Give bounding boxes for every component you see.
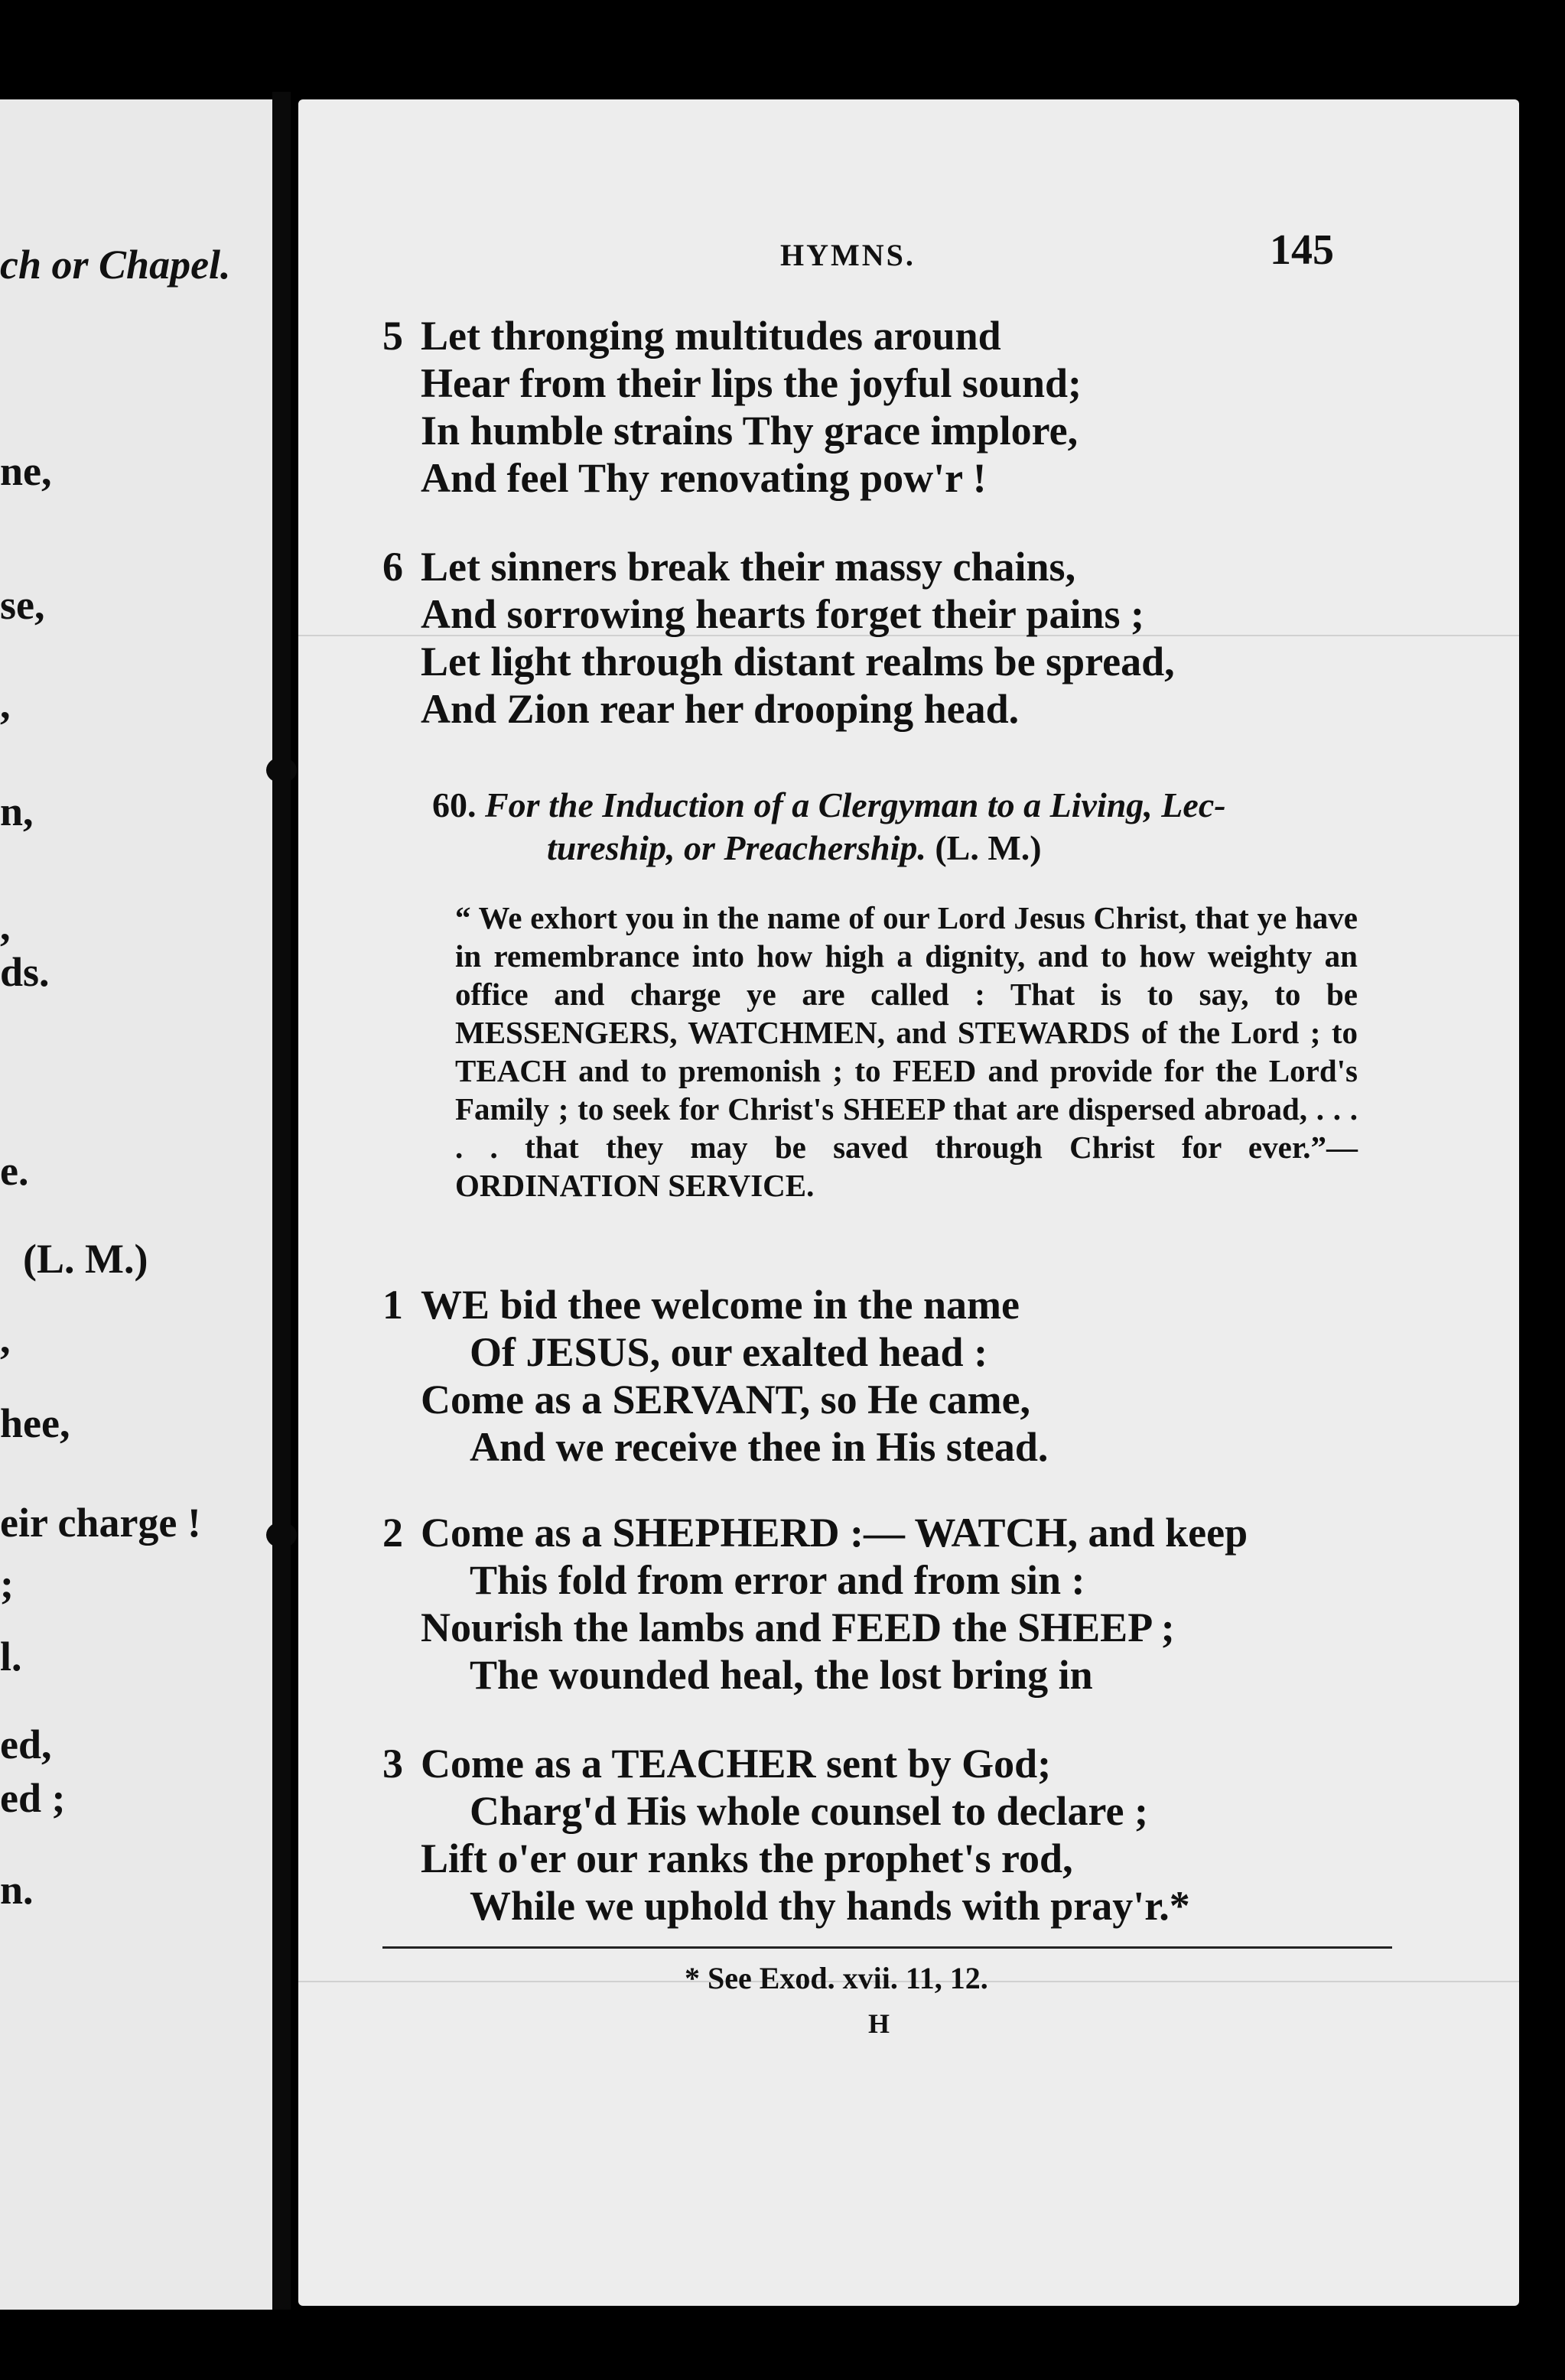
stanza-2 [382, 1509, 1248, 1699]
footnote: * See Exod. xvii. 11, 12. [685, 1961, 988, 1995]
verse-line: Let sinners break their massy chains, [421, 544, 1076, 590]
verse-line: WE bid thee welcome in the name [421, 1282, 1020, 1328]
verse-line: Come as a TEACHER sent by God; [421, 1741, 1052, 1787]
verse-line: Lift o'er our ranks the prophet's rod, [421, 1835, 1073, 1881]
left-facing-page [0, 99, 275, 2310]
left-page-fragment: ne, [0, 448, 52, 494]
running-head: HYMNS. [780, 238, 916, 272]
main-page [298, 99, 1519, 2306]
left-page-fragment: eir charge ! [0, 1500, 201, 1546]
verse-line: Hear from their lips the joyful sound; [421, 360, 1082, 406]
left-page-fragment: se, [0, 582, 45, 628]
verse-line: Come as a SHEPHERD :— WATCH, and keep [421, 1510, 1248, 1556]
verse-line: The wounded heal, the lost bring in [470, 1652, 1093, 1698]
hymn-number: 60. [432, 785, 477, 824]
verse-line: Charg'd His whole counsel to declare ; [470, 1788, 1148, 1834]
verse-line: Come as a SERVANT, so He came, [421, 1377, 1031, 1422]
left-page-fragment: hee, [0, 1400, 70, 1446]
epigraph-quote: “ We exhort you in the name of our Lord Jesus Christ, that ye have in remembrance into how high a dignity, and to how weighty an office and charge ye are called : That is to say, to be MESSENGERS, WATCHMEN, and STEWARDS of the Lord ; to TEACH and to premonish ; to FEED and provide for the Lord's Family ; to seek for Christ's SHEEP that are dispersed abroad, . . . . . that they may be saved through Christ for ever.”—ORDINATION SERVICE. [455, 900, 1358, 1203]
left-page-fragment: , [0, 903, 11, 949]
verse-line: Let light through distant realms be spread, [421, 639, 1175, 684]
left-page-fragment: ed, [0, 1722, 52, 1767]
footnote-rule [382, 1946, 1392, 1949]
verse-line: Of JESUS, our exalted head : [470, 1329, 988, 1375]
stanza-number: 1 [382, 1282, 403, 1328]
book-gutter [272, 92, 291, 2310]
verse-line: This fold from error and from sin : [470, 1557, 1085, 1603]
verse-line: In humble strains Thy grace implore, [421, 408, 1079, 454]
verse-line: And we receive thee in His stead. [470, 1424, 1049, 1470]
verse-line: And Zion rear her drooping head. [421, 686, 1020, 732]
stanza-1 [382, 1281, 1049, 1471]
left-page-fragment: ds. [0, 949, 50, 995]
binding-stitch [266, 1522, 297, 1548]
stanza-5 [382, 312, 1082, 502]
left-page-fragment: , [0, 1316, 11, 1362]
hymn-title [432, 784, 1350, 870]
signature-mark: H [868, 2008, 890, 2039]
binding-stitch [266, 757, 297, 783]
stanza-number: 5 [382, 313, 403, 359]
verse-line: Let thronging multitudes around [421, 313, 1001, 359]
left-page-fragment: l. [0, 1634, 22, 1679]
stanza-number: 2 [382, 1510, 403, 1556]
left-page-fragment: ed ; [0, 1775, 66, 1821]
left-page-fragment: n. [0, 1867, 34, 1913]
hymn-meter: (L. M.) [935, 828, 1042, 867]
stanza-6 [382, 543, 1175, 733]
stanza-number: 3 [382, 1741, 403, 1787]
left-page-fragment: ch or Chapel. [0, 242, 231, 288]
left-page-fragment: , [0, 681, 11, 727]
left-page-fragment: e. [0, 1148, 29, 1194]
hymn-title-line1: For the Induction of a Clergyman to a Living, Lec- [485, 785, 1226, 824]
verse-line: Nourish the lambs and FEED the SHEEP ; [421, 1605, 1175, 1650]
stanza-3 [382, 1740, 1190, 1930]
left-page-fragment: ; [0, 1561, 14, 1607]
hymn-title-line2: tureship, or Preachership. [547, 828, 926, 867]
verse-line: And sorrowing hearts forget their pains ; [421, 591, 1144, 637]
page-number: 145 [1270, 226, 1334, 274]
left-page-fragment: (L. M.) [23, 1236, 148, 1282]
stanza-number: 6 [382, 544, 403, 590]
left-page-fragment: n, [0, 788, 34, 834]
verse-line: And feel Thy renovating pow'r ! [421, 455, 987, 501]
verse-line: While we uphold thy hands with pray'r.* [470, 1883, 1190, 1929]
